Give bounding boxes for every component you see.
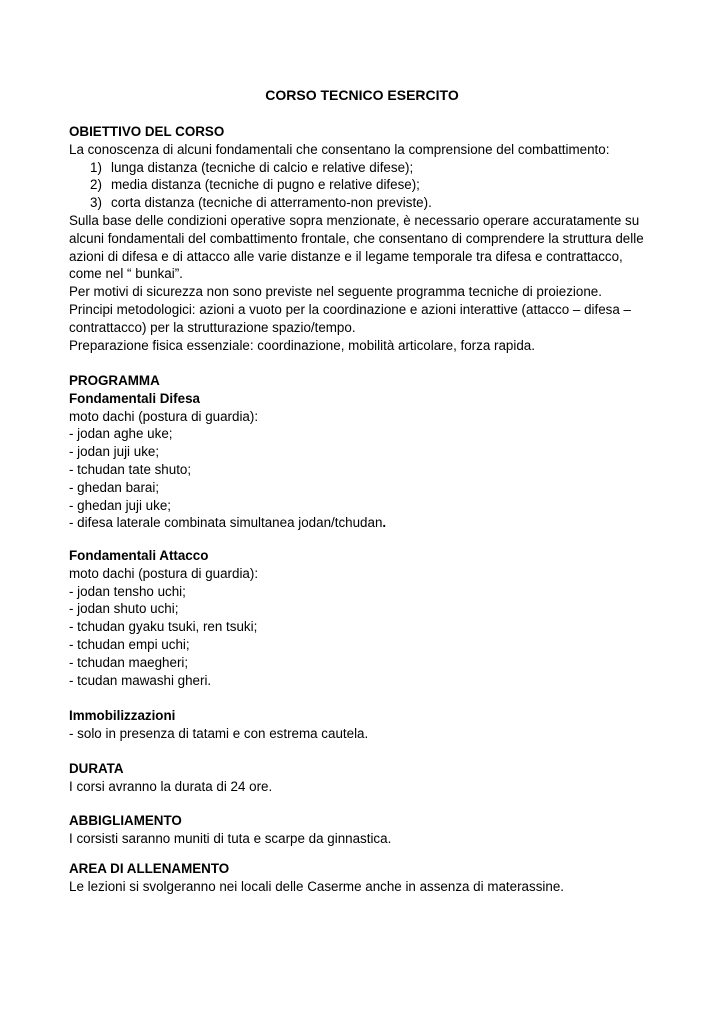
list-item: - jodan tensho uchi; <box>69 583 186 599</box>
durata-heading: DURATA <box>69 761 124 776</box>
abbigliamento-section <box>69 812 659 848</box>
methodology-paragraph: Principi metodologici: azioni a vuoto per la coordinazione e azioni interattive (attacco – difesa – contrattacco) per la strutturazione spazio/tempo. <box>69 301 631 335</box>
list-item: - jodan juji uke; <box>69 444 160 460</box>
area-section <box>69 860 659 896</box>
safety-paragraph: Per motivi di sicurezza non sono previste nel seguente programma tecniche di proiezione. <box>69 284 602 300</box>
objective-heading: OBIETTIVO DEL CORSO <box>69 124 225 139</box>
immobilizzazioni-heading: Immobilizzazioni <box>69 708 176 723</box>
list-item: - tchudan tate shuto; <box>69 461 192 477</box>
area-text: Le lezioni si svolgeranno nei locali delle Caserme anche in assenza di materassine. <box>69 878 564 894</box>
trailing-period: . <box>382 515 387 531</box>
distance-list <box>69 159 659 212</box>
list-item: - tchudan gyaku tsuki, ren tsuki; <box>69 619 258 635</box>
list-item: 3) corta distanza (tecniche di atterramento-non previste). <box>90 195 432 211</box>
programma-section <box>69 372 659 532</box>
attacco-section <box>69 547 659 689</box>
physical-prep-paragraph: Preparazione fisica essenziale: coordinazione, mobilità articolare, forza rapida. <box>69 337 535 353</box>
attacco-heading: Fondamentali Attacco <box>69 548 209 563</box>
list-item: - jodan aghe uke; <box>69 426 173 442</box>
attacco-stance: moto dachi (postura di guardia): <box>69 565 259 581</box>
area-heading: AREA DI ALLENAMENTO <box>69 861 230 876</box>
list-item: - jodan shuto uchi; <box>69 601 179 617</box>
durata-text: I corsi avranno la durata di 24 ore. <box>69 778 273 794</box>
difesa-stance: moto dachi (postura di guardia): <box>69 408 259 424</box>
list-item: - difesa laterale combinata simultanea jodan/tchudan. <box>69 515 387 531</box>
objective-paragraph: Sulla base delle condizioni operative sopra menzionate, è necessario operare accuratamente su alcuni fondamentali del combattimento frontale, che consentano di comprendere la struttura delle azioni di difesa e di attacco alle varie distanze e il legame temporale tra difesa e contrattacco, come nel “ bunkai”. <box>69 212 644 282</box>
list-item: - tchudan maegheri; <box>69 654 189 670</box>
programma-heading: PROGRAMMA <box>69 373 160 388</box>
list-item: - tcudan mawashi gheri. <box>69 672 212 688</box>
list-item: - tchudan empi uchi; <box>69 636 190 652</box>
immobilizzazioni-text: - solo in presenza di tatami e con estrema cautela. <box>69 725 369 741</box>
immobilizzazioni-section <box>69 707 659 743</box>
list-item: - ghedan juji uke; <box>69 497 171 513</box>
difesa-heading: Fondamentali Difesa <box>69 390 200 406</box>
abbigliamento-heading: ABBIGLIAMENTO <box>69 813 182 828</box>
abbigliamento-text: I corsisti saranno muniti di tuta e scarpe da ginnastica. <box>69 830 392 846</box>
document-title: CORSO TECNICO ESERCITO <box>265 87 459 103</box>
list-item: 1) lunga distanza (tecniche di calcio e relative difese); <box>90 159 414 175</box>
objective-intro: La conoscenza di alcuni fondamentali che consentano la comprensione del combattimento: <box>69 141 610 157</box>
durata-section <box>69 760 659 796</box>
list-item: - ghedan barai; <box>69 479 160 495</box>
objective-section <box>69 123 659 354</box>
list-item: 2) media distanza (tecniche di pugno e relative difese); <box>90 177 420 193</box>
